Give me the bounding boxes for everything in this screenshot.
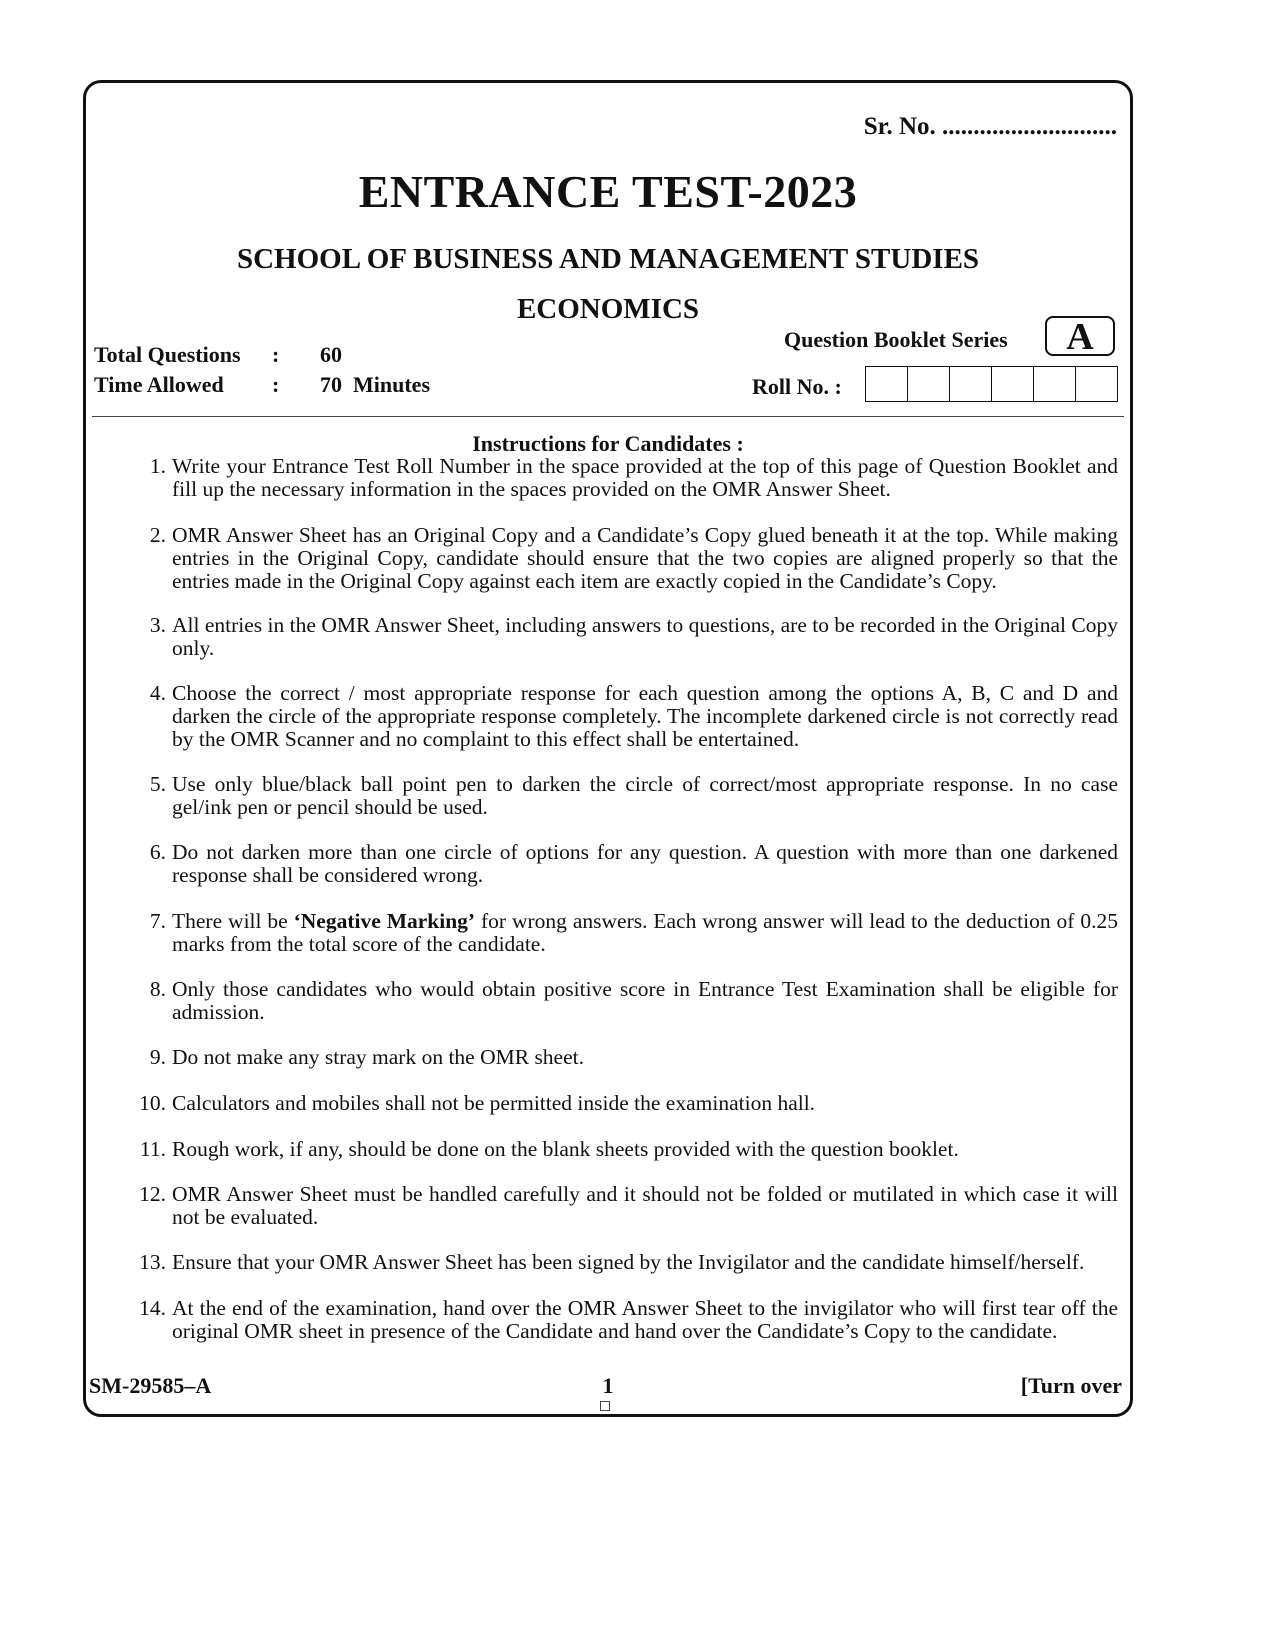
instruction-number: 14. <box>139 1296 166 1320</box>
instruction-item <box>126 1046 1118 1069</box>
instruction-text: All entries in the OMR Answer Sheet, including answers to questions, are to be recorded in the Original Copy only. <box>172 613 1118 660</box>
time-allowed-row <box>94 372 430 398</box>
instruction-item <box>126 978 1118 1024</box>
series-box: A <box>1045 316 1115 356</box>
instructions-heading: Instructions for Candidates : <box>472 431 744 456</box>
instruction-number: 8. <box>149 977 166 1001</box>
roll-no-cell[interactable] <box>992 367 1034 401</box>
instruction-number: 3. <box>149 613 166 637</box>
instruction-text: OMR Answer Sheet has an Original Copy and a Candidate’s Copy glued beneath it at the top. While making entries in the Original Copy, candidate should ensure that the two copies are aligned properly so that the entries made in the Original Copy against each item are exactly copied in the Candidate’s Copy. <box>172 523 1118 593</box>
instruction-number: 7. <box>149 909 166 933</box>
roll-no-cell[interactable] <box>908 367 950 401</box>
instruction-text-part: There will be <box>172 909 294 933</box>
instruction-item <box>126 841 1118 887</box>
instruction-number: 5. <box>149 772 166 796</box>
subject-name: ECONOMICS <box>516 293 700 325</box>
turn-over-note: [Turn over <box>1020 1373 1122 1398</box>
instruction-item <box>126 1092 1118 1115</box>
total-questions-row <box>94 342 342 368</box>
instruction-item <box>126 773 1118 819</box>
instruction-number: 11. <box>139 1137 166 1161</box>
roll-no-cell[interactable] <box>950 367 992 401</box>
instruction-item <box>126 1251 1118 1274</box>
instruction-text-part: for wrong answers. Each wrong answer will lead to the deduction of 0.25 marks from the total score of the candidate. <box>172 909 1118 956</box>
instruction-text: OMR Answer Sheet must be handled carefully and it should not be folded or mutilated in which case it will not be evaluated. <box>172 1182 1118 1229</box>
roll-no-cell[interactable] <box>866 367 908 401</box>
instruction-text: Only those candidates who would obtain positive score in Entrance Test Examination shall be eligible for admission. <box>172 977 1118 1024</box>
instruction-item <box>126 1183 1118 1229</box>
instruction-item <box>126 910 1118 956</box>
instruction-text: Calculators and mobiles shall not be permitted inside the examination hall. <box>172 1091 816 1115</box>
instruction-text: Choose the correct / most appropriate response for each question among the options A, B, C and D and darken the circle of the appropriate response completely. The incomplete darkened circle is not correctly read by the OMR Scanner and no complaint to this effect shall be entertained. <box>172 681 1118 751</box>
instruction-number: 10. <box>139 1091 166 1115</box>
instruction-number: 2. <box>149 523 166 547</box>
colon: : <box>272 342 280 367</box>
instruction-item <box>126 1297 1118 1343</box>
booklet-code: SM-29585–A <box>89 1373 212 1398</box>
roll-no-cell[interactable] <box>1034 367 1076 401</box>
instruction-text: Use only blue/black ball point pen to darken the circle of correct/most appropriate response. In no case gel/ink pen or pencil should be used. <box>172 772 1118 819</box>
series-label: Question Booklet Series <box>784 327 1008 352</box>
instruction-item <box>126 455 1118 501</box>
instruction-text: Do not darken more than one circle of options for any question. A question with more than one darkened response shall be considered wrong. <box>172 840 1118 887</box>
page-number: 1 <box>602 1373 614 1398</box>
roll-no-boxes[interactable] <box>865 366 1118 402</box>
small-square-mark <box>600 1401 610 1411</box>
instruction-number: 13. <box>139 1250 166 1274</box>
school-name: SCHOOL OF BUSINESS AND MANAGEMENT STUDIES <box>236 243 980 275</box>
divider <box>92 416 1124 417</box>
time-allowed-label: Time Allowed <box>94 372 224 397</box>
instruction-text: Write your Entrance Test Roll Number in the space provided at the top of this page of Question Booklet and fill up the necessary information in the spaces provided on the OMR Answer Sheet. <box>172 454 1118 501</box>
total-questions-label: Total Questions <box>94 342 241 367</box>
negative-marking-emphasis: ‘Negative Marking’ <box>293 909 476 933</box>
instruction-number: 6. <box>149 840 166 864</box>
roll-no-cell[interactable] <box>1076 367 1118 401</box>
instruction-text <box>172 910 1118 956</box>
instruction-number: 4. <box>149 681 166 705</box>
instruction-text: Ensure that your OMR Answer Sheet has been signed by the Invigilator and the candidate himself/herself. <box>172 1250 1085 1274</box>
instruction-item <box>126 614 1118 660</box>
instruction-text: Do not make any stray mark on the OMR sheet. <box>172 1045 584 1069</box>
instruction-item <box>126 1138 1118 1161</box>
instruction-text: At the end of the examination, hand over the OMR Answer Sheet to the invigilator who will first tear off the original OMR sheet in presence of the Candidate and hand over the Candidate’s Copy to the candidate. <box>172 1296 1118 1343</box>
serial-number: Sr. No. ............................ <box>863 113 1117 140</box>
page-border <box>83 80 1133 1417</box>
colon: : <box>272 372 280 397</box>
instruction-item <box>126 682 1118 751</box>
instruction-number: 1. <box>149 454 166 478</box>
instruction-text: Rough work, if any, should be done on the blank sheets provided with the question booklet. <box>172 1137 959 1161</box>
instruction-number: 9. <box>149 1045 166 1069</box>
page-title: ENTRANCE TEST-2023 <box>358 166 858 217</box>
time-allowed-value: 70 Minutes <box>320 372 430 397</box>
instruction-number: 12. <box>139 1182 166 1206</box>
instruction-item <box>126 524 1118 593</box>
total-questions-value: 60 <box>320 342 342 367</box>
roll-no-label: Roll No. : <box>752 374 842 399</box>
